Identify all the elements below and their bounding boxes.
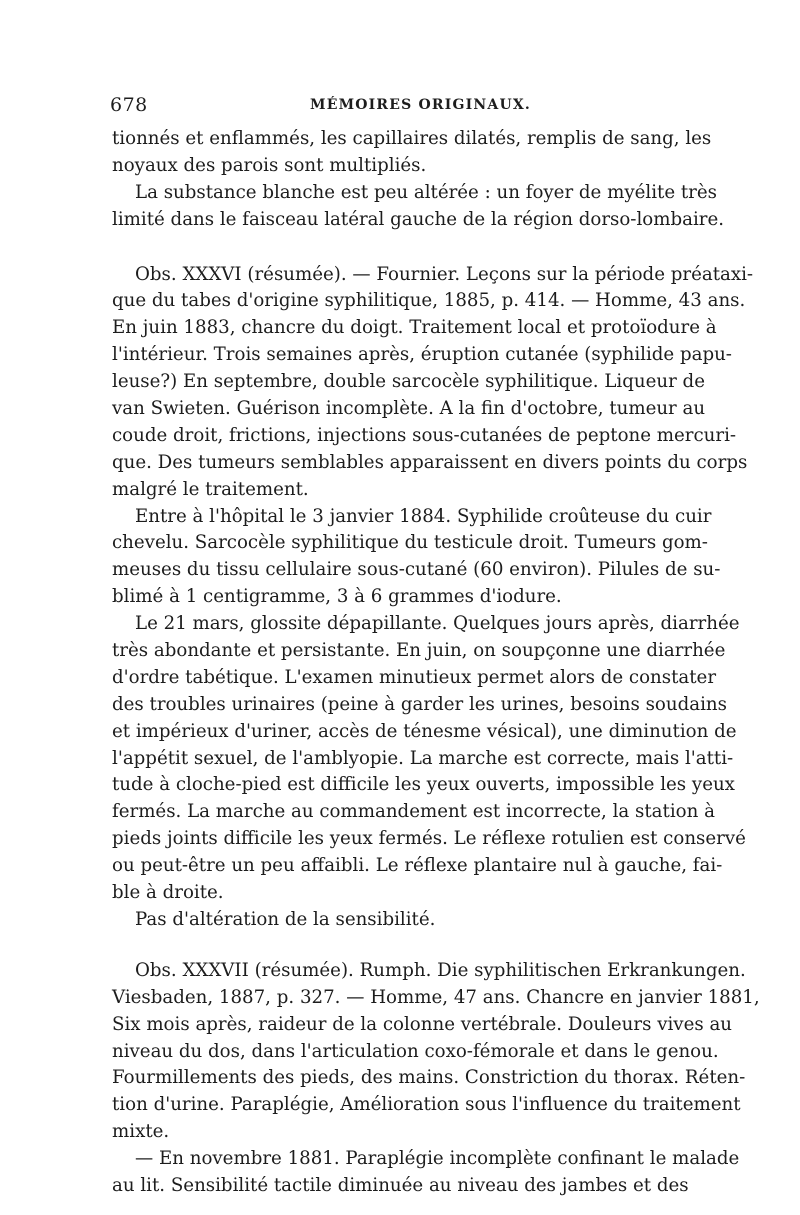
text-line: ble à droite.	[112, 882, 224, 904]
section-gap	[112, 934, 686, 958]
text-line: Pas d'altération de la sensibilité.	[135, 908, 436, 930]
text-line: Fourmillements des pieds, des mains. Constriction du thorax. Réten-	[112, 1067, 746, 1089]
text-line: leuse?) En septembre, double sarcocèle syphilitique. Liqueur de	[112, 371, 705, 393]
section-gap	[112, 234, 686, 262]
page-number: 678	[110, 94, 148, 116]
text-line: Le 21 mars, glossite dépapillante. Quelques jours après, diarrhée	[135, 613, 740, 635]
text-line: malgré le traitement.	[112, 478, 309, 500]
text-line: au lit. Sensibilité tactile diminuée au niveau des jambes et des	[112, 1174, 689, 1196]
text-line: Obs. XXXVII (résumée). Rumph. Die syphilitischen Erkrankungen.	[135, 959, 746, 981]
text-line: noyaux des parois sont multipliés.	[112, 154, 427, 176]
observation-37	[112, 958, 760, 1146]
text-line: tude à cloche-pied est difficile les yeux ouverts, impossible les yeux	[112, 774, 735, 796]
text-line: mixte.	[112, 1121, 170, 1143]
running-title: MÉMOIRES ORIGINAUX.	[310, 97, 531, 113]
text-line: tion d'urine. Paraplégie, Amélioration sous l'influence du traitement	[112, 1094, 741, 1116]
paragraph-continuation	[112, 126, 712, 180]
text-line: Obs. XXXVI (résumée). — Fournier. Leçons sur la période préataxi-	[135, 263, 754, 285]
text-line: niveau du dos, dans l'articulation coxo-fémorale et dans le genou.	[112, 1040, 719, 1062]
text-line: l'intérieur. Trois semaines après, éruption cutanée (syphilide papu-	[112, 344, 732, 366]
paragraph-white-matter	[112, 180, 725, 234]
text-line: Viesbaden, 1887, p. 327. — Homme, 47 ans. Chancre en janvier 1881,	[112, 986, 760, 1008]
text-line: chevelu. Sarcocèle syphilitique du testicule droit. Tumeurs gom-	[112, 532, 708, 554]
text-line: et impérieux d'uriner, accès de ténesme vésical), une diminution de	[112, 720, 737, 742]
text-line: — En novembre 1881. Paraplégie incomplète confinant le malade	[135, 1148, 740, 1170]
text-line: limité dans le faisceau latéral gauche de la région dorso-lombaire.	[112, 208, 725, 230]
text-line: Entre à l'hôpital le 3 janvier 1884. Syphilide croûteuse du cuir	[135, 505, 712, 527]
text-line: l'appétit sexuel, de l'amblyopie. La marche est correcte, mais l'atti-	[112, 747, 734, 769]
text-line: fermés. La marche au commandement est incorrecte, la station à	[112, 801, 715, 823]
paragraph-november	[112, 1146, 740, 1200]
text-line: blimé à 1 centigramme, 3 à 6 grammes d'iodure.	[112, 586, 562, 608]
text-line: coude droit, frictions, injections sous-cutanées de peptone mercuri-	[112, 424, 737, 446]
text-line: pieds joints difficile les yeux fermés. Le réflexe rotulien est conservé	[112, 828, 746, 850]
text-line: très abondante et persistante. En juin, on soupçonne une diarrhée	[112, 640, 726, 662]
text-line: van Swieten. Guérison incomplète. A la fin d'octobre, tumeur au	[112, 398, 706, 420]
paragraph-sensibility	[112, 907, 686, 934]
book-page	[110, 94, 760, 1200]
text-line: tionnés et enflammés, les capillaires dilatés, remplis de sang, les	[112, 128, 712, 149]
text-line: ou peut-être un peu affaibli. Le réflexe plantaire nul à gauche, fai-	[112, 855, 723, 877]
text-line: En juin 1883, chancre du doigt. Traitement local et protoïodure à	[112, 317, 717, 339]
text-line: Six mois après, raideur de la colonne vertébrale. Douleurs vives au	[112, 1013, 733, 1035]
observation-36	[112, 262, 754, 504]
text-line: des troubles urinaires (peine à garder les urines, besoins soudains	[112, 693, 727, 715]
running-head	[112, 94, 686, 126]
text-line: que du tabes d'origine syphilitique, 1885, p. 414. — Homme, 43 ans.	[112, 290, 746, 312]
text-line: La substance blanche est peu altérée : un foyer de myélite très	[135, 181, 717, 203]
text-line: que. Des tumeurs semblables apparaissent en divers points du corps	[112, 451, 748, 473]
text-line: d'ordre tabétique. L'examen minutieux permet alors de constater	[112, 666, 717, 688]
text-line: meuses du tissu cellulaire sous-cutané (60 environ). Pilules de su-	[112, 559, 721, 581]
paragraph-march	[112, 611, 746, 907]
paragraph-hospital-entry	[112, 504, 721, 612]
